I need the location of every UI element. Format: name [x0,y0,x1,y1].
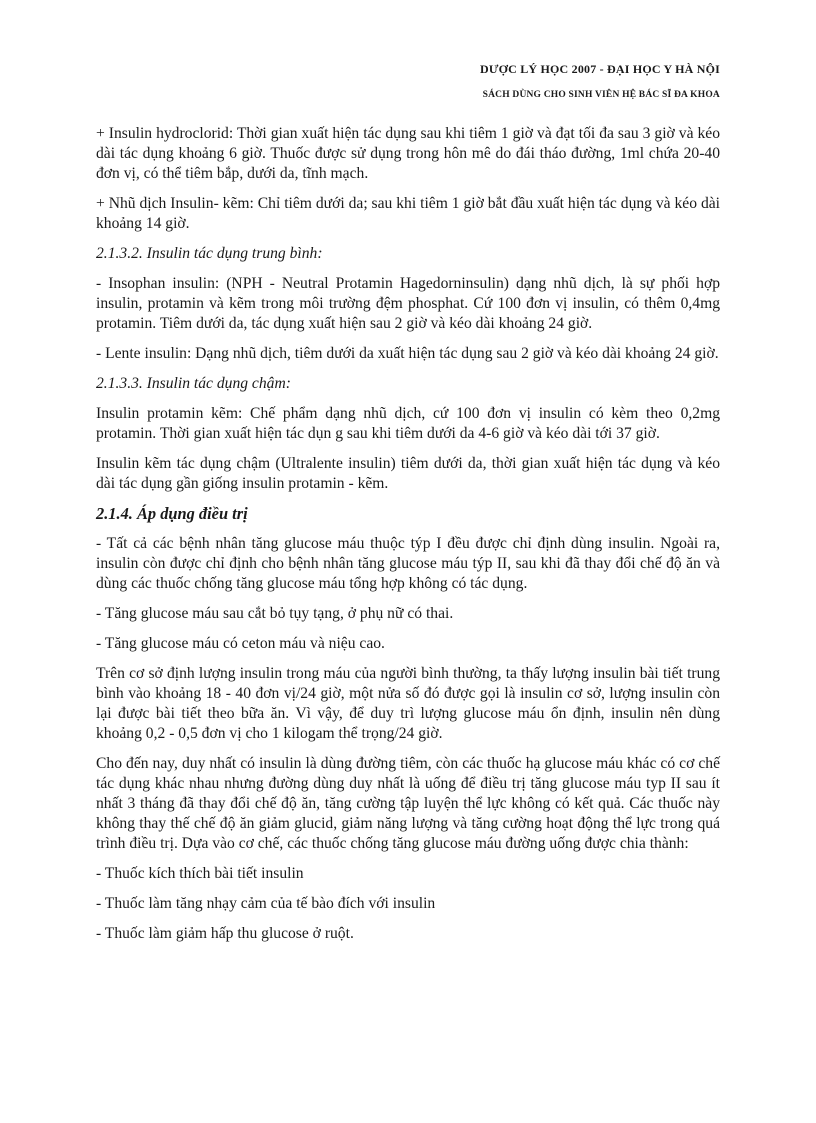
document-body [96,124,720,954]
paragraph-protamin-kem: Insulin protamin kẽm: Chế phẩm dạng nhũ dịch, cứ 100 đơn vị insulin có kèm theo 0,2mg protamin. Thời gian xuất hiện tác dụn g sau khi tiêm dưới da 4-6 giờ và kéo dài tới 37 giờ. [96,405,720,442]
paragraph-ultralente: Insulin kẽm tác dụng chậm (Ultralente insulin) tiêm dưới da, thời gian xuất hiện tác dụng và kéo dài tác dụng gần giống insulin protamin - kẽm. [96,455,720,492]
list-item-sensitivity: - Thuốc làm tăng nhạy cảm của tế bào đích với insulin [96,895,436,912]
paragraph-dosage: Trên cơ sở định lượng insulin trong máu của người bình thường, ta thấy lượng insulin bài tiết trung bình vào khoảng 18 - 40 đơn vị/24 giờ, một nửa số đó được gọi là insulin cơ sở, lượng insulin còn lại được bài tiết theo bữa ăn. Vì vậy, để duy trì lượng glucose máu ổn định, insulin nên dùng khoảng 0,2 - 0,5 đơn vị cho 1 kilogam thể trọng/24 giờ. [96,665,720,742]
subheading-2-1-3-3: 2.1.3.3. Insulin tác dụng chậm: [96,375,291,392]
subheading-2-1-3-2: 2.1.3.2. Insulin tác dụng trung bình: [96,245,323,262]
paragraph-pancreatectomy: - Tăng glucose máu sau cắt bỏ tụy tạng, ở phụ nữ có thai. [96,605,454,622]
paragraph-oral-drugs: Cho đến nay, duy nhất có insulin là dùng đường tiêm, còn các thuốc hạ glucose máu khác có cơ chế tác dụng khác nhau nhưng đường dùng duy nhất là uống để điều trị tăng glucose máu typ II sau ít nhất 3 tháng đã thay đổi chế độ ăn, tăng cường tập luyện thể lực không có kết quả. Các thuốc này không thay thế chế độ ăn giảm glucid, giảm năng lượng và tăng cường hoạt động thể lực trong quá trình điều trị. Dựa vào cơ chế, các thuốc chống tăng glucose máu đường uống được chia thành: [96,755,720,852]
paragraph-indications: - Tất cả các bệnh nhân tăng glucose máu thuộc týp I đều được chỉ định dùng insulin. Ngoài ra, insulin còn được chỉ định cho bệnh nhân tăng glucose máu týp II, sau khi đã thay đổi chế độ ăn và dùng các thuốc chống tăng glucose máu tổng hợp không có tác dụng. [96,535,720,592]
section-heading-2-1-4: 2.1.4. Áp dụng điều trị [96,504,248,523]
list-item-absorption: - Thuốc làm giảm hấp thu glucose ở ruột. [96,925,354,942]
paragraph-lente: - Lente insulin: Dạng nhũ dịch, tiêm dưới da xuất hiện tác dụng sau 2 giờ và kéo dài khoảng 24 giờ. [96,345,719,362]
paragraph-ketone: - Tăng glucose máu có ceton máu và niệu cao. [96,635,385,652]
list-item-secretion: - Thuốc kích thích bài tiết insulin [96,865,304,882]
paragraph-insulin-kem: + Nhũ dịch Insulin- kẽm: Chỉ tiêm dưới da; sau khi tiêm 1 giờ bắt đầu xuất hiện tác dụng và kéo dài khoảng 14 giờ. [96,195,720,232]
paragraph-insulin-hydroclorid: + Insulin hydroclorid: Thời gian xuất hiện tác dụng sau khi tiêm 1 giờ và đạt tối đa sau 3 giờ và kéo dài tác dụng khoảng 6 giờ. Thuốc được sử dụng trong hôn mê do đái tháo đường, 1ml chứa 20-40 đơn vị, có thể tiêm bắp, dưới da, tĩnh mạch. [96,125,720,182]
header-title: DƯỢC LÝ HỌC 2007 - ĐẠI HỌC Y HÀ NỘI [480,62,720,76]
paragraph-insophan: - Insophan insulin: (NPH - Neutral Protamin Hagedorninsulin) dạng nhũ dịch, là sự phối hợp insulin, protamin và kẽm trong môi trường đệm phosphat. Cứ 100 đơn vị insulin, có thêm 0,4mg protamin. Tiêm dưới da, tác dụng xuất hiện sau 2 giờ và kéo dài khoảng 24 giờ. [96,275,720,332]
header-subtitle: SÁCH DÙNG CHO SINH VIÊN HỆ BÁC SĨ ĐA KHOA [482,90,720,100]
